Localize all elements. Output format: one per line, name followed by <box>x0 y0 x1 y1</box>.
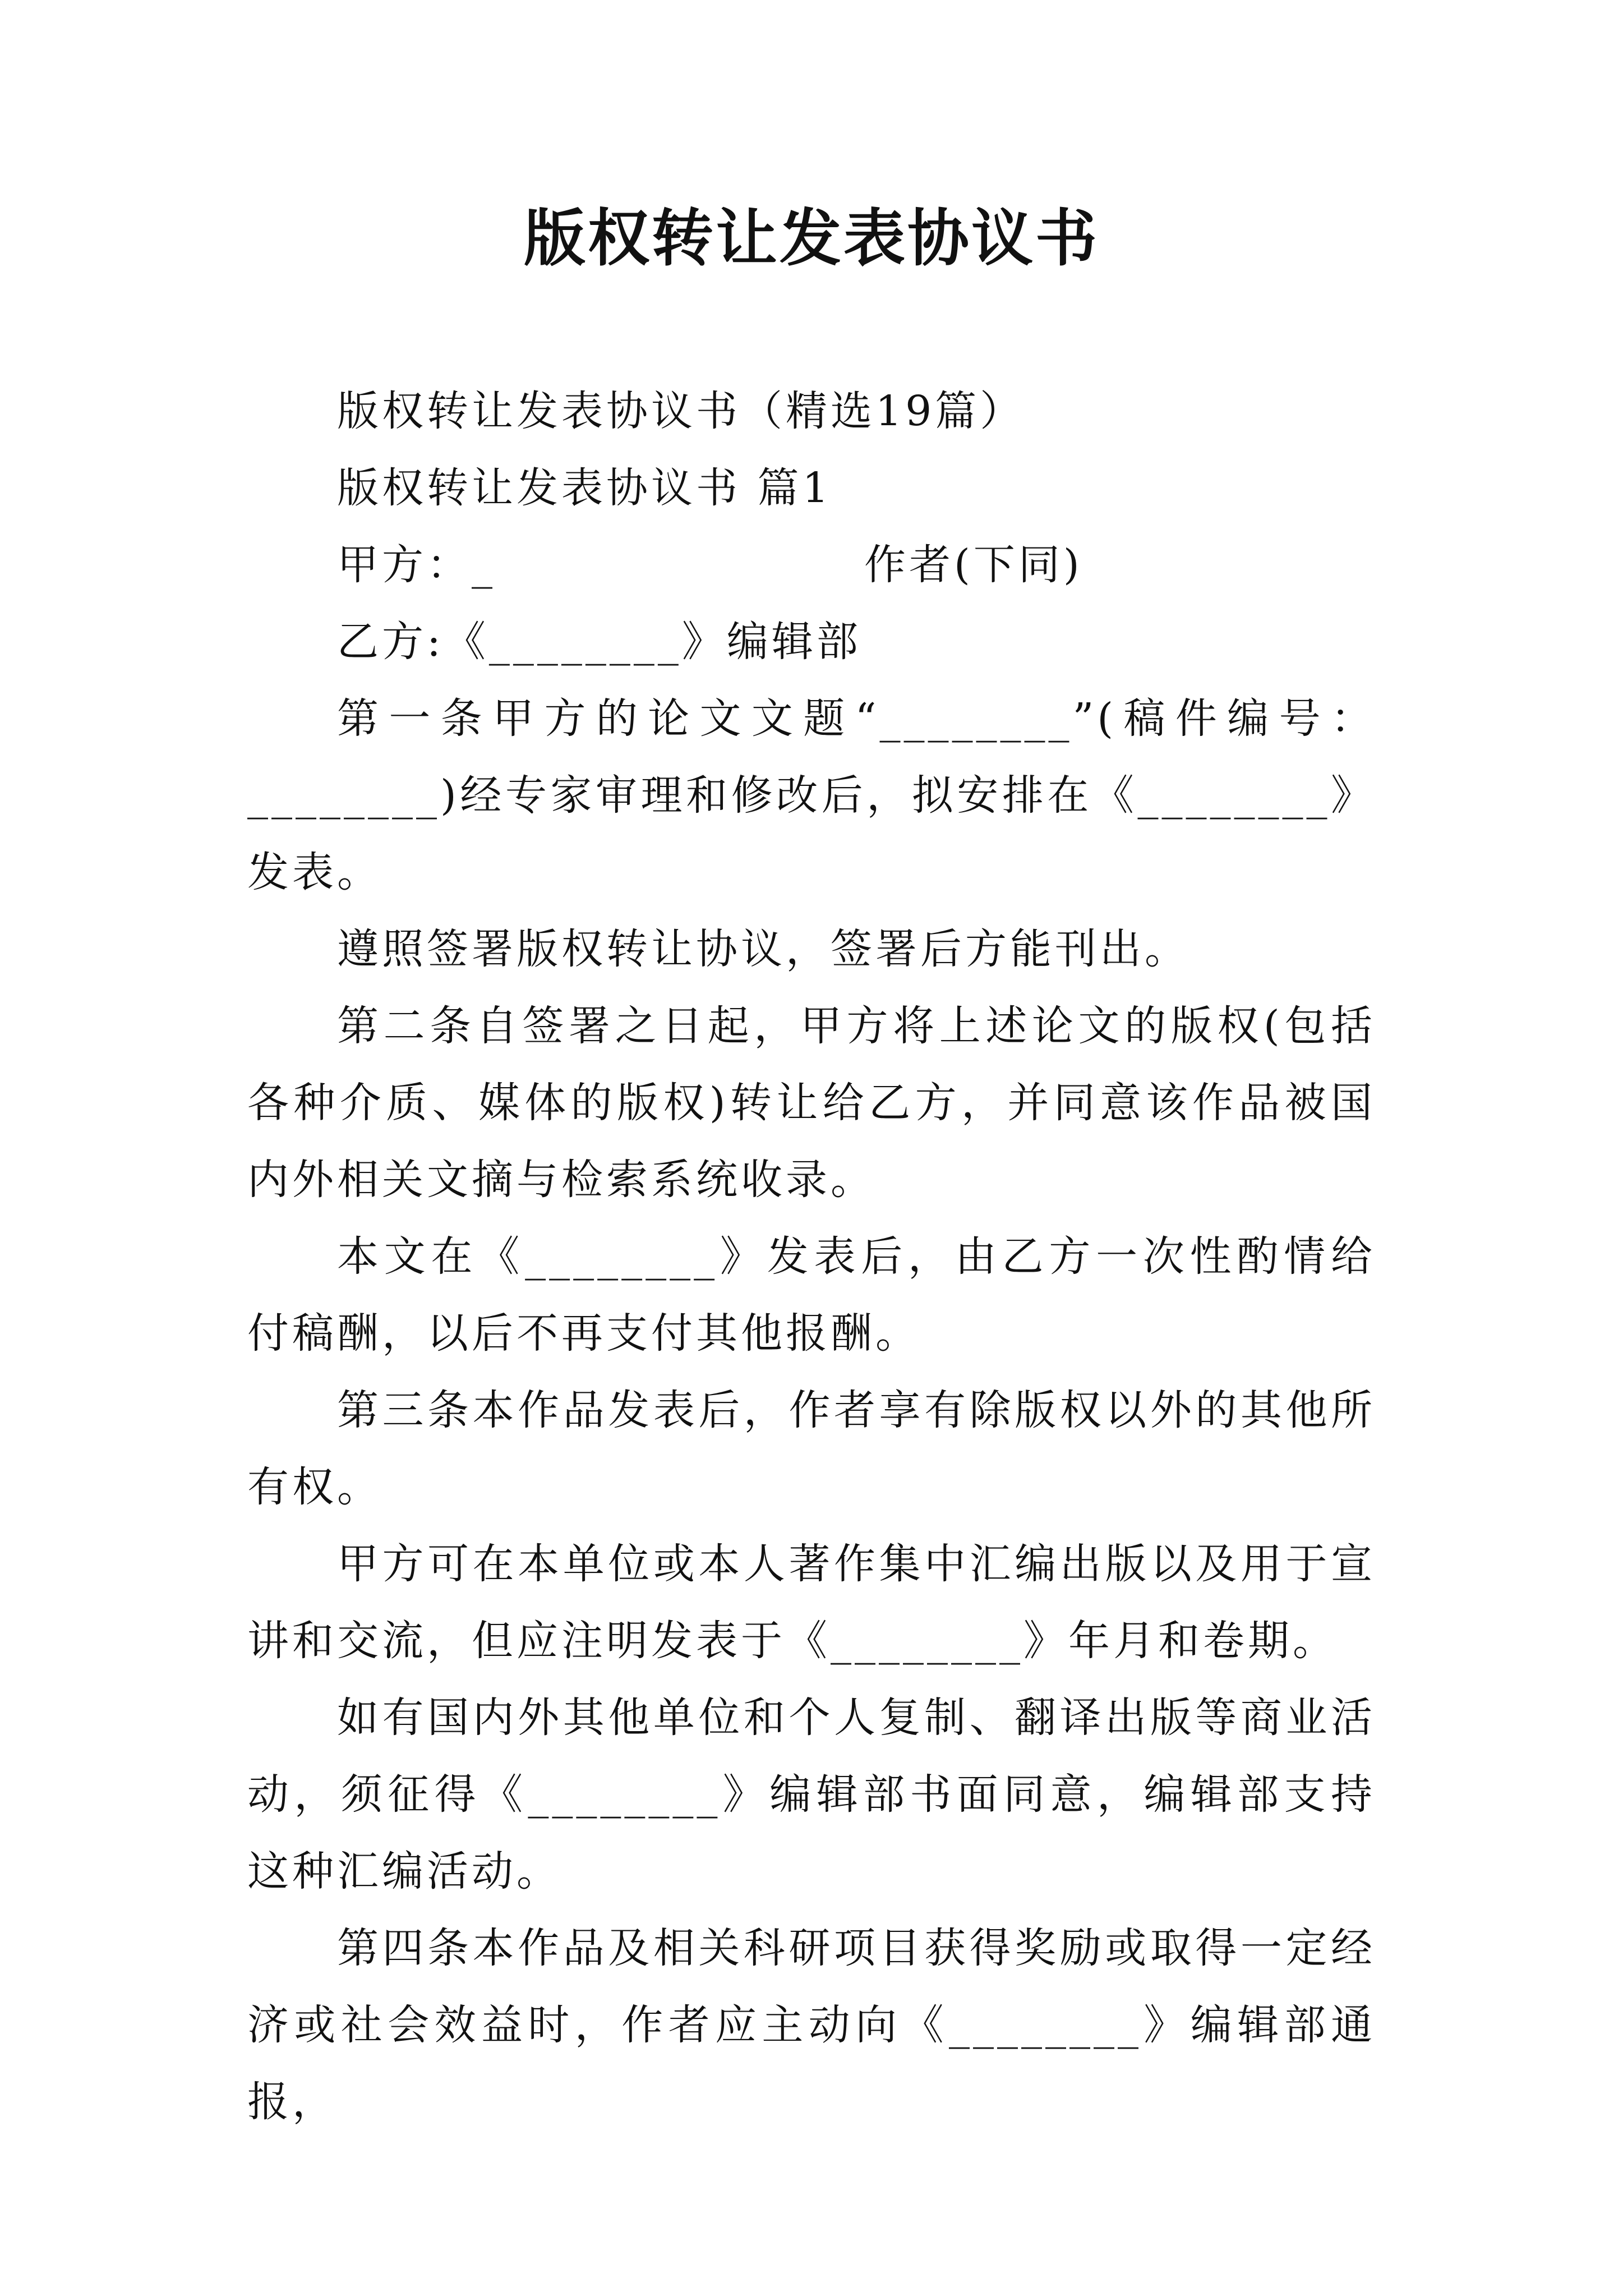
document-title: 版权转让发表协议书 <box>524 202 1099 274</box>
paragraph-signing-note: 遵照签署版权转让协议，签署后方能刊出。 <box>337 925 1189 973</box>
paragraph-article-2: 第二条自签署之日起，甲方将上述论文的版权(包括各种介质、媒体的版权)转让给乙方，并同意该作品被国内外相关文摘与检索系统收录。 <box>247 1002 1376 1204</box>
document-body <box>247 373 1376 2141</box>
paragraph-article-1: 第一条甲方的论文文题“________”(稿件编号：________)经专家审理和修改后，拟安排在《________》发表。 <box>247 694 1376 896</box>
section-heading: 版权转让发表协议书 篇1 <box>337 464 832 512</box>
paragraph-remuneration: 本文在《________》发表后，由乙方一次性酌情给付稿酬，以后不再支付其他报酬。 <box>247 1232 1376 1358</box>
party-a-line <box>247 527 1376 604</box>
party-a-label: 甲方：_ <box>337 541 496 589</box>
paragraph-article-3: 第三条本作品发表后，作者享有除版权以外的其他所有权。 <box>247 1386 1376 1511</box>
paragraph-compilation: 甲方可在本单位或本人著作集中汇编出版以及用于宣讲和交流，但应注明发表于《________》年月和卷期。 <box>247 1540 1376 1665</box>
paragraph-commercial-use: 如有国内外其他单位和个人复制、翻译出版等商业活动，须征得《________》编辑部书面同意，编辑部支持这种汇编活动。 <box>247 1694 1376 1895</box>
subtitle: 版权转让发表协议书（精选19篇） <box>337 387 1025 435</box>
party-b-line: 乙方:《________》编辑部 <box>337 618 861 666</box>
paragraph-article-4: 第四条本作品及相关科研项目获得奖励或取得一定经济或社会效益时，作者应主动向《________》编辑部通报， <box>247 1924 1376 2126</box>
party-a-note: 作者(下同) <box>864 541 1083 589</box>
